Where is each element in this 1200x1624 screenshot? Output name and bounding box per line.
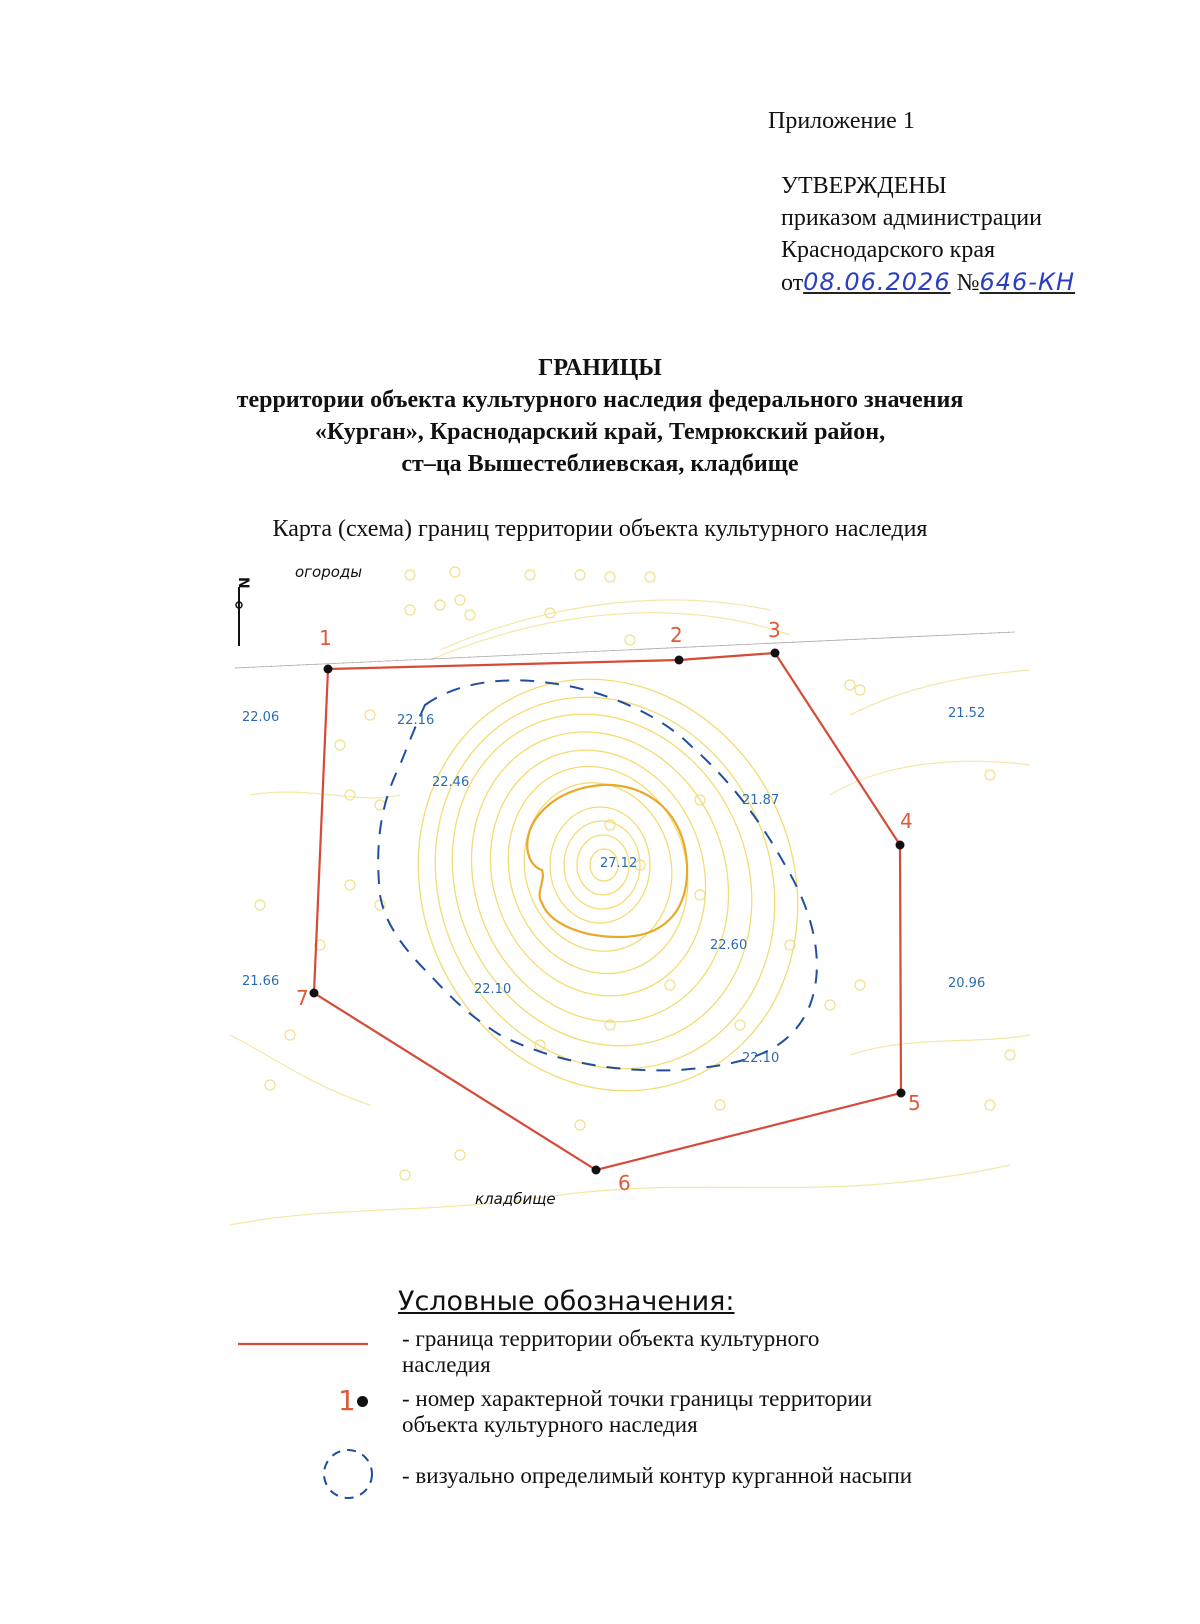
- boundary-point-number-3: 3: [768, 618, 781, 642]
- label-cemetery: кладбище: [475, 1190, 556, 1208]
- relief-background: [230, 600, 1030, 1225]
- number-prefix: №: [956, 270, 980, 296]
- boundary-points: [296, 618, 921, 1195]
- order-date: 08.06.2026: [803, 268, 951, 296]
- field-edge-line-solid: [235, 632, 1015, 668]
- legend-contour-sample: [318, 1446, 378, 1502]
- date-prefix: от: [781, 270, 804, 296]
- relief-contours: [352, 616, 865, 1153]
- boundary-point-number-4: 4: [900, 809, 913, 833]
- boundary-point-5: [897, 1089, 906, 1098]
- title-line-3: «Курган», Краснодарский край, Темрюкский район,: [314, 419, 886, 445]
- appendix-label: Приложение 1: [768, 108, 915, 134]
- boundary-point-number-2: 2: [670, 623, 683, 647]
- elevation-mark: 27.12: [600, 856, 638, 871]
- legend-boundary-line-1: - граница территории объекта культурного: [402, 1326, 820, 1351]
- north-arrow: [235, 577, 251, 646]
- legend-point-number: 1: [338, 1384, 356, 1417]
- elevation-mark: 22.16: [397, 713, 435, 728]
- approved-label: УТВЕРЖДЕНЫ: [781, 173, 947, 199]
- boundary-point-7: [310, 989, 319, 998]
- title-line-4: ст–ца Вышестеблиевская, кладбище: [401, 451, 799, 477]
- elevation-mark: 21.87: [742, 793, 780, 808]
- order-number: 646-КН: [979, 268, 1076, 296]
- elevation-mark: 22.60: [710, 938, 748, 953]
- legend-boundary-text: [402, 1326, 819, 1378]
- territory-boundary: [314, 653, 901, 1170]
- legend-point-text: [402, 1386, 872, 1438]
- elevation-mark: 22.10: [474, 982, 512, 997]
- approval-block: [781, 170, 1075, 299]
- boundary-point-number-6: 6: [618, 1171, 631, 1195]
- elevation-mark: 21.52: [948, 706, 986, 721]
- mound-contour: [378, 680, 817, 1070]
- north-label: N: [235, 577, 251, 589]
- boundary-point-number-5: 5: [908, 1091, 921, 1115]
- legend-title: Условные обозначения:: [398, 1286, 735, 1317]
- map-title: Карта (схема) границ территории объекта культурного наследия: [272, 516, 928, 542]
- title-line-1: ГРАНИЦЫ: [538, 355, 662, 381]
- boundary-map: [230, 565, 1030, 1255]
- legend-contour-text: - визуально определимый контур курганной насыпи: [402, 1463, 913, 1488]
- elevation-mark: 22.06: [242, 710, 280, 725]
- legend-point-line-2: объекта культурного наследия: [402, 1412, 698, 1437]
- elevation-mark: 20.96: [948, 976, 986, 991]
- legend-point-line-1: - номер характерной точки границы территории: [402, 1386, 873, 1411]
- order-line-2: Краснодарского края: [781, 237, 996, 263]
- boundary-point-1: [324, 665, 333, 674]
- legend-boundary-line-2: наследия: [402, 1352, 491, 1377]
- label-gardens: огороды: [295, 565, 363, 581]
- order-line-1: приказом администрации: [781, 205, 1042, 231]
- boundary-point-6: [592, 1166, 601, 1175]
- boundary-point-number-7: 7: [296, 986, 309, 1010]
- elevation-mark: 22.46: [432, 775, 470, 790]
- order-date-line: [781, 266, 1075, 299]
- elevation-mark: 21.66: [242, 974, 280, 989]
- boundary-point-4: [896, 841, 905, 850]
- boundary-point-3: [771, 649, 780, 658]
- boundary-point-number-1: 1: [319, 626, 332, 650]
- elevation-marks: [242, 706, 985, 1066]
- elevation-mark: 22.10: [742, 1051, 780, 1066]
- title-line-2: территории объекта культурного наследия федерального значения: [236, 387, 964, 413]
- boundary-point-2: [675, 656, 684, 665]
- legend-boundary-sample: [238, 1340, 368, 1348]
- legend-point-dot: [357, 1396, 368, 1407]
- document-title: [0, 352, 1200, 480]
